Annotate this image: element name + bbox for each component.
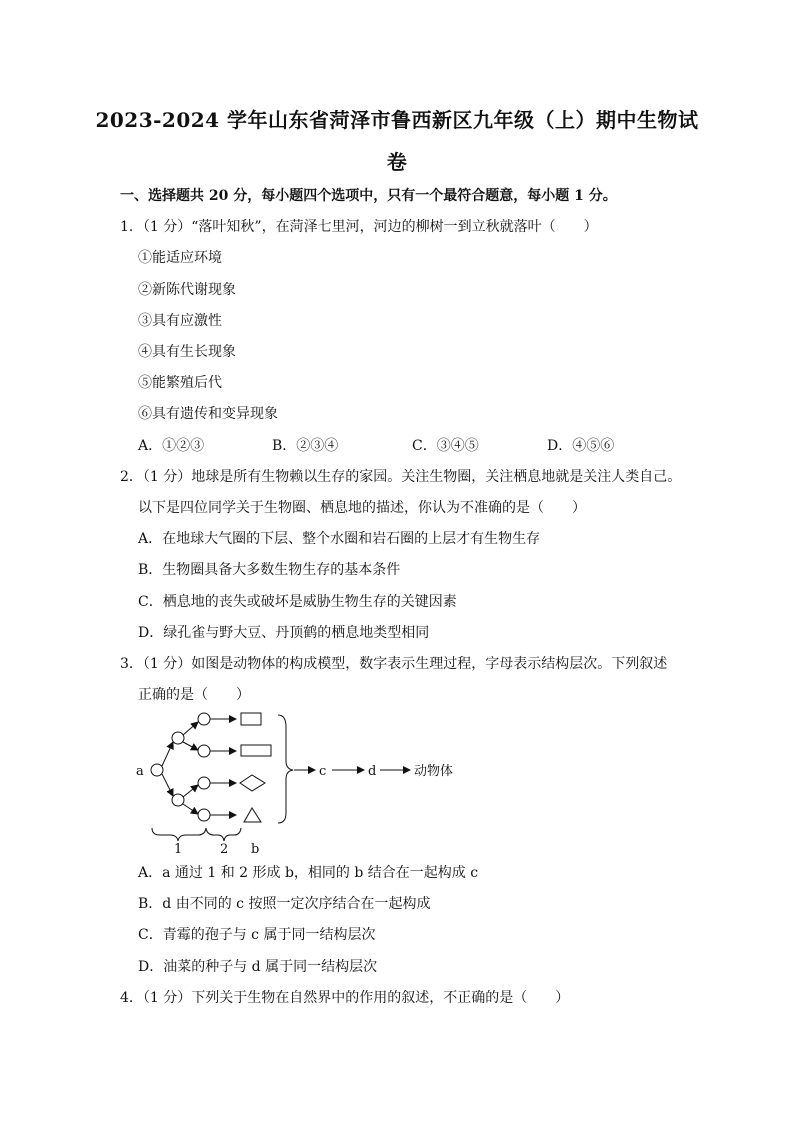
tissue-triangle-shape [244, 808, 261, 822]
tissue-long-rect-shape [241, 745, 271, 756]
exam-title-line2: 卷 [386, 150, 408, 174]
q1-option-c[interactable]: C．③④⑤ [412, 438, 479, 454]
q2-stem-line1: 2．（1 分）地球是所有生物赖以生存的家园。关注生物圈，关注栖息地就是关注人类自己。 [120, 469, 682, 485]
q1-item: ①能适应环境 [138, 250, 222, 266]
q1-item: ④具有生长现象 [138, 344, 236, 360]
q2-option-b[interactable]: B．生物圈具备大多数生物生存的基本条件 [138, 562, 401, 578]
right-brace [278, 715, 293, 823]
q3-option-b[interactable]: B．d 由不同的 c 按照一定次序结合在一起构成 [138, 896, 431, 912]
q3-option-d[interactable]: D．油菜的种子与 d 属于同一结构层次 [138, 959, 378, 975]
cell-lower [198, 777, 210, 789]
label-animal-body: 动物体 [414, 764, 454, 779]
q2-option-d[interactable]: D．绿孔雀与野大豆、丹顶鹤的栖息地类型相同 [138, 625, 430, 641]
q1-option-a[interactable]: A．①②③ [138, 438, 205, 454]
q2-option-c[interactable]: C．栖息地的丧失或破坏是威胁生物生存的关键因素 [138, 594, 457, 610]
q2-stem-line2: 以下是四位同学关于生物圈、栖息地的描述，你认为不准确的是（ ） [138, 500, 586, 516]
label-c: c [319, 764, 327, 779]
q3-stem-line1: 3．（1 分）如图是动物体的构成模型，数字表示生理过程，字母表示结构层次。下列叙述 [120, 656, 668, 672]
tissue-diamond-shape [240, 775, 265, 791]
q3-stem-line2: 正确的是（ ） [138, 687, 250, 703]
brace-process-1 [152, 828, 206, 841]
cell-division-1 [172, 732, 184, 744]
label-b: b [251, 842, 260, 855]
q3-option-c[interactable]: C．青霉的孢子与 c 属于同一结构层次 [138, 927, 376, 943]
brace-process-2 [206, 828, 241, 841]
label-1: 1 [174, 842, 183, 855]
q4-stem: 4．（1 分）下列关于生物在自然界中的作用的叙述，不正确的是（ ） [120, 990, 570, 1006]
exam-title-line1: 2023-2024 学年山东省菏泽市鲁西新区九年级（上）期中生物试 [95, 108, 699, 132]
cell-division-2 [172, 794, 184, 806]
animal-structure-diagram [130, 705, 490, 855]
q1-item: ⑥具有遗传和变异现象 [138, 406, 278, 422]
section-heading: 一、选择题共 20 分，每小题四个选项中，只有一个最符合题意，每小题 1 分。 [120, 188, 617, 204]
q1-item: ⑤能繁殖后代 [138, 375, 222, 391]
q1-option-d[interactable]: D．④⑤⑥ [547, 438, 615, 454]
cell-bottom [198, 809, 210, 821]
label-d: d [368, 764, 377, 779]
tissue-rect-shape [241, 713, 261, 725]
q1-item: ③具有应激性 [138, 313, 222, 329]
q2-option-a[interactable]: A．在地球大气圈的下层、整个水圈和岩石圈的上层才有生物生存 [138, 531, 541, 547]
cell-top [198, 713, 210, 725]
label-2: 2 [220, 842, 229, 855]
cell-a [151, 764, 163, 776]
cell-upper [198, 745, 210, 757]
q1-option-b[interactable]: B．②③④ [272, 438, 339, 454]
label-a: a [136, 764, 144, 779]
q3-option-a[interactable]: A．a 通过 1 和 2 形成 b，相同的 b 结合在一起构成 c [138, 865, 479, 881]
q1-item: ②新陈代谢现象 [138, 282, 236, 298]
q1-stem: 1．（1 分）“落叶知秋”，在菏泽七里河，河边的柳树一到立秋就落叶（ ） [120, 219, 598, 235]
